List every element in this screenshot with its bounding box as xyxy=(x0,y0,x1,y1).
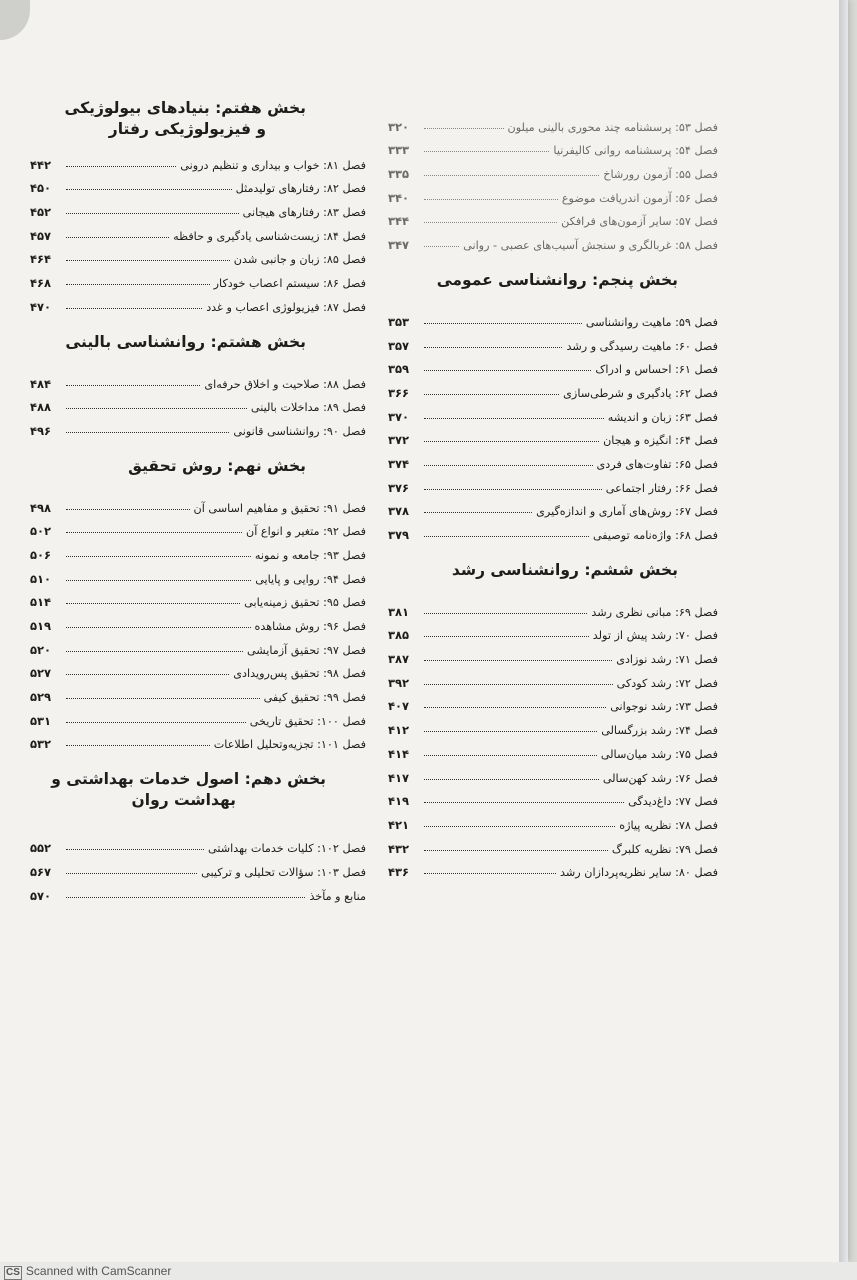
toc-entry-label: فصل ۶۴: انگیزه و هیجان xyxy=(603,434,718,448)
toc-entry xyxy=(30,680,366,704)
dot-leader xyxy=(66,650,243,652)
scanner-footer-text: Scanned with CamScanner xyxy=(25,1264,172,1278)
toc-entry-label: فصل ۶۵: تفاوت‌های فردی xyxy=(596,457,718,471)
toc-entry xyxy=(30,657,366,681)
toc-entry-page: ۴۱۷ xyxy=(388,770,410,785)
toc-entry-label: فصل ۸۰: سایر نظریه‌پردازان رشد xyxy=(560,866,718,880)
dot-leader xyxy=(66,896,305,898)
toc-entry-page: ۴۲۱ xyxy=(388,817,410,832)
dot-leader xyxy=(424,801,624,803)
toc-entry-page: ۴۵۰ xyxy=(30,181,52,196)
toc-entry-page: ۴۸۴ xyxy=(30,376,52,391)
toc-entry-label: فصل ۹۵: تحقیق زمینه‌یابی xyxy=(244,596,366,610)
toc-entry xyxy=(30,266,366,290)
toc-entry-label: فصل ۶۰: ماهیت رسیدگی و رشد xyxy=(566,339,718,353)
toc-entry-page: ۴۳۲ xyxy=(388,841,410,856)
dot-leader xyxy=(424,198,558,200)
dot-leader xyxy=(424,778,599,780)
toc-left-column xyxy=(30,98,366,903)
toc-entry-label: فصل ۷۳: رشد نوجوانی xyxy=(610,700,718,714)
toc-entry xyxy=(30,609,366,633)
toc-entry-label: فصل ۷۹: نظریه کلبرگ xyxy=(611,842,718,856)
toc-entry-page: ۵۰۶ xyxy=(30,547,52,562)
toc-entry-page: ۴۷۰ xyxy=(30,299,52,314)
toc-entry xyxy=(30,704,366,728)
toc-entry xyxy=(30,855,366,879)
toc-entry xyxy=(388,305,718,329)
toc-entry xyxy=(388,424,718,448)
toc-entry xyxy=(30,562,366,586)
toc-entry-label: فصل ۷۴: رشد بزرگسالی xyxy=(601,724,718,738)
toc-entry xyxy=(388,228,718,252)
toc-entry xyxy=(30,538,366,562)
toc-entry-page: ۳۷۶ xyxy=(388,480,410,495)
toc-entry-label: فصل ۶۹: مبانی نظری رشد xyxy=(591,605,718,619)
dot-leader xyxy=(66,165,176,167)
scanner-footer xyxy=(0,1262,857,1280)
toc-entry-label: فصل ۶۱: احساس و ادراک xyxy=(595,363,718,377)
section-title-10-line1: بخش دهم: اصول خدمات بهداشتی و xyxy=(51,770,326,789)
toc-entry xyxy=(388,619,718,643)
toc-entry-label: فصل ۸۶: سیستم اعصاب خودکار xyxy=(213,277,366,291)
dot-leader xyxy=(66,188,232,190)
toc-entry-label: فصل ۵۹: ماهیت روانشناسی xyxy=(585,315,718,329)
dot-leader xyxy=(424,635,589,637)
toc-right-column xyxy=(388,110,718,879)
toc-entry-page: ۵۱۹ xyxy=(30,619,52,633)
toc-entry xyxy=(388,690,718,714)
toc-entry-page: ۵۲۰ xyxy=(30,642,52,657)
toc-entry xyxy=(30,586,366,610)
toc-entry-page: ۳۷۰ xyxy=(388,409,410,424)
toc-entry-label: فصل ۱۰۱: تجزیه‌وتحلیل اطلاعات xyxy=(213,738,366,752)
section-title-7-line2: و فیزیولوژیکی رفتار xyxy=(108,120,266,138)
toc-entry-label: فصل ۹۸: تحقیق پس‌رویدادی xyxy=(233,667,366,681)
toc-entry-label: فصل ۵۷: سایر آزمون‌های فرافکن xyxy=(561,215,718,229)
dot-leader xyxy=(424,245,459,247)
toc-entry xyxy=(388,785,718,809)
toc-entry xyxy=(388,471,718,495)
toc-entry xyxy=(30,491,366,515)
toc-entry-label: فصل ۵۴: پرسشنامه روانی کالیفرنیا xyxy=(553,144,718,158)
dot-leader xyxy=(66,602,240,604)
dot-leader xyxy=(424,612,587,614)
toc-entry-page: ۳۸۷ xyxy=(388,652,410,667)
toc-entry-page: ۳۵۷ xyxy=(388,338,410,353)
toc-entry-page: ۵۲۷ xyxy=(30,666,52,681)
toc-entry xyxy=(388,353,718,377)
dot-leader xyxy=(424,730,597,732)
toc-entry-label: فصل ۷۷: داغ‌دیدگی xyxy=(628,795,718,809)
dot-leader xyxy=(424,706,606,708)
toc-entry-page: ۳۴۴ xyxy=(388,214,410,229)
toc-entry xyxy=(388,134,718,158)
toc-entry-label: فصل ۹۰: روانشناسی قانونی xyxy=(233,424,366,438)
toc-entry xyxy=(388,737,718,761)
toc-entry xyxy=(388,595,718,619)
toc-entry-label: فصل ۹۶: روش مشاهده xyxy=(254,620,366,633)
toc-entry xyxy=(388,495,718,519)
dot-leader xyxy=(66,872,197,874)
toc-entry-page: ۴۹۶ xyxy=(30,423,52,438)
toc-entry xyxy=(30,879,366,903)
camscanner-logo: CS xyxy=(6,1267,20,1278)
dot-leader xyxy=(66,259,230,261)
section-title-9: بخش نهم: روش تحقیق xyxy=(128,456,306,475)
toc-entry xyxy=(388,761,718,785)
toc-entry-page: ۵۷۰ xyxy=(30,888,52,903)
toc-entry-label: فصل ۶۳: زبان و اندیشه xyxy=(607,410,718,424)
dot-leader xyxy=(424,825,615,827)
toc-entry xyxy=(30,290,366,314)
toc-entry-page: ۵۲۹ xyxy=(30,690,52,705)
toc-entry-page: ۳۸۵ xyxy=(388,628,410,643)
toc-entry-label: فصل ۸۵: زبان و جانبی شدن xyxy=(233,253,366,267)
dot-leader xyxy=(66,407,247,409)
toc-entry-label: فصل ۹۷: تحقیق آزمایشی xyxy=(246,643,366,657)
toc-entry-page: ۵۱۴ xyxy=(30,595,52,610)
dot-leader xyxy=(424,464,593,466)
section-title-6: بخش ششم: روانشناسی رشد xyxy=(451,561,678,579)
toc-entry-page: ۵۳۱ xyxy=(30,713,52,728)
toc-entry-label: فصل ۹۳: جامعه و نمونه xyxy=(254,548,366,562)
section-title-10-line2: بهداشت روان xyxy=(131,791,236,810)
toc-entry-page: ۳۷۸ xyxy=(388,504,410,519)
dot-leader xyxy=(66,673,229,675)
toc-entry-page: ۴۰۷ xyxy=(388,699,410,714)
toc-entry-page: ۴۱۲ xyxy=(388,723,410,738)
toc-entry-label: فصل ۱۰۲: کلیات خدمات بهداشتی xyxy=(208,842,366,856)
toc-entry xyxy=(30,728,366,752)
toc-entry xyxy=(388,832,718,856)
dot-leader xyxy=(424,872,556,874)
section-5-entries xyxy=(388,305,718,542)
toc-entry-page: ۴۵۲ xyxy=(30,205,52,220)
toc-entry-label: فصل ۶۸: واژه‌نامه توصیفی xyxy=(592,529,718,542)
toc-entry-page: ۳۳۵ xyxy=(388,167,410,182)
toc-entry-page: ۳۵۹ xyxy=(388,362,410,377)
dot-leader xyxy=(66,236,169,238)
toc-entry-label: فصل ۵۸: غربالگری و سنجش آسیب‌های عصبی - روانی xyxy=(463,239,718,253)
toc-entry xyxy=(30,633,366,657)
dot-leader xyxy=(66,307,202,309)
toc-entry xyxy=(30,414,366,438)
toc-entry xyxy=(30,148,366,172)
toc-entry-page: ۳۹۲ xyxy=(388,675,410,690)
dot-leader xyxy=(424,346,562,348)
toc-entry xyxy=(388,856,718,880)
dot-leader xyxy=(424,369,591,371)
toc-entry xyxy=(30,515,366,539)
dot-leader xyxy=(66,579,251,581)
dot-leader xyxy=(66,744,210,746)
dot-leader xyxy=(424,221,557,223)
toc-entry-page: ۴۶۸ xyxy=(30,276,52,291)
toc-entry-label: فصل ۶۷: روش‌های آماری و اندازه‌گیری xyxy=(536,505,718,519)
toc-entry-page: ۳۴۷ xyxy=(388,238,410,253)
toc-entry-label: فصل ۸۸: صلاحیت و اخلاق حرفه‌ای xyxy=(204,377,366,391)
toc-top-entries xyxy=(388,110,718,252)
toc-entry-label: فصل ۷۱: رشد نوزادی xyxy=(616,653,718,667)
toc-entry xyxy=(30,195,366,219)
toc-entry-page: ۳۶۶ xyxy=(388,385,410,400)
toc-entry-page: ۴۹۸ xyxy=(30,500,52,515)
section-9-entries xyxy=(30,491,366,752)
dot-leader xyxy=(424,417,604,419)
toc-entry-page: ۴۳۶ xyxy=(388,865,410,880)
toc-entry-page: ۳۲۰ xyxy=(388,119,410,134)
toc-entry-page: ۵۶۷ xyxy=(30,864,52,879)
toc-entry-label: فصل ۷۸: نظریه پیاژه xyxy=(619,818,718,832)
toc-entry xyxy=(388,642,718,666)
section-10-entries xyxy=(30,831,366,902)
toc-entry xyxy=(30,367,366,391)
toc-entry-page: ۴۴۲ xyxy=(30,157,52,172)
dot-leader xyxy=(66,697,260,699)
toc-entry-page: ۵۳۲ xyxy=(30,737,52,752)
toc-entry-page: ۴۱۹ xyxy=(388,794,410,809)
toc-entry xyxy=(30,172,366,196)
dot-leader xyxy=(66,212,239,214)
toc-entry xyxy=(388,181,718,205)
toc-entry-label: فصل ۸۷: فیزیولوژی اعصاب و غدد xyxy=(206,300,366,314)
toc-entry xyxy=(30,391,366,415)
toc-entry-page: ۳۸۱ xyxy=(388,604,410,619)
toc-entry-page: ۳۳۳ xyxy=(388,143,410,158)
dot-leader xyxy=(66,283,210,285)
toc-entry xyxy=(388,376,718,400)
toc-entry-label: فصل ۸۹: مداخلات بالینی xyxy=(250,401,366,415)
toc-entry xyxy=(388,157,718,181)
dot-leader xyxy=(424,683,613,685)
toc-entry-page: ۳۷۹ xyxy=(388,528,410,542)
toc-entry-label: فصل ۵۳: پرسشنامه چند محوری بالینی میلون xyxy=(507,120,718,134)
toc-entry xyxy=(388,518,718,542)
toc-entry-label: فصل ۸۲: رفتارهای تولیدمثل xyxy=(235,182,366,196)
toc-entry-label: فصل ۷۲: رشد کودکی xyxy=(616,676,718,690)
toc-entry-label: فصل ۹۹: تحقیق کیفی xyxy=(263,691,366,705)
dot-leader xyxy=(66,721,246,723)
toc-entry xyxy=(388,666,718,690)
toc-entry-page: ۳۷۲ xyxy=(388,433,410,448)
toc-entry xyxy=(388,110,718,134)
toc-entry xyxy=(388,713,718,737)
toc-entry-label: فصل ۷۰: رشد پیش از تولد xyxy=(592,629,718,643)
toc-entry-label: فصل ۱۰۰: تحقیق تاریخی xyxy=(249,714,366,728)
toc-entry-label: فصل ۶۲: یادگیری و شرطی‌سازی xyxy=(563,386,718,400)
toc-entry-label: فصل ۱۰۳: سؤالات تحلیلی و ترکیبی xyxy=(201,865,366,879)
section-6-entries xyxy=(388,595,718,879)
toc-entry-page: ۴۸۸ xyxy=(30,400,52,415)
toc-entry-label: فصل ۷۶: رشد کهن‌سالی xyxy=(602,771,718,785)
toc-entry-label: فصل ۹۲: متغیر و انواع آن xyxy=(246,525,366,539)
dot-leader xyxy=(66,508,190,510)
toc-entry-label: منابع و مآخذ xyxy=(309,889,366,903)
toc-entry-label: فصل ۹۱: تحقیق و مفاهیم اساسی آن xyxy=(193,501,366,515)
toc-entry-page: ۴۵۷ xyxy=(30,228,52,243)
section-7-entries xyxy=(30,148,366,314)
dot-leader xyxy=(424,511,532,513)
dot-leader xyxy=(66,626,251,628)
dot-leader xyxy=(424,488,602,490)
dot-leader xyxy=(424,659,612,661)
toc-entry-label: فصل ۸۴: زیست‌شناسی یادگیری و حافظه xyxy=(173,229,366,243)
section-title-5: بخش پنجم: روانشناسی عمومی xyxy=(436,271,678,290)
dot-leader xyxy=(424,322,582,324)
dot-leader xyxy=(424,440,599,442)
toc-entry-label: فصل ۷۵: رشد میان‌سالی xyxy=(600,747,718,761)
section-8-entries xyxy=(30,367,366,438)
toc-entry-page: ۳۵۳ xyxy=(388,314,410,329)
toc-entry-label: فصل ۵۵: آزمون رورشاخ xyxy=(603,168,718,182)
toc-entry-label: فصل ۵۶: آزمون اندریافت موضوع xyxy=(561,191,718,205)
dot-leader xyxy=(66,555,251,557)
dot-leader xyxy=(66,384,200,386)
dot-leader xyxy=(424,127,504,129)
toc-entry-label: فصل ۸۳: رفتارهای هیجانی xyxy=(242,206,366,220)
dot-leader xyxy=(424,393,559,395)
dot-leader xyxy=(66,848,204,850)
dot-leader xyxy=(424,535,589,537)
toc-entry-label: فصل ۹۴: روایی و پایایی xyxy=(255,572,366,586)
toc-entry-page: ۵۰۲ xyxy=(30,524,52,539)
toc-entry-page: ۳۷۴ xyxy=(388,456,410,471)
toc-entry xyxy=(30,219,366,243)
toc-entry-page: ۵۵۲ xyxy=(30,841,52,856)
page-edge xyxy=(839,0,848,1262)
toc-entry-page: ۴۶۴ xyxy=(30,252,52,267)
toc-entry-page: ۴۱۴ xyxy=(388,746,410,761)
toc-entry xyxy=(388,205,718,229)
toc-entry xyxy=(30,243,366,267)
dot-leader xyxy=(424,849,608,851)
toc-entry xyxy=(30,831,366,855)
toc-entry-label: فصل ۸۱: خواب و بیداری و تنظیم درونی xyxy=(180,158,366,172)
dot-leader xyxy=(424,174,599,176)
toc-entry xyxy=(388,447,718,471)
toc-entry xyxy=(388,329,718,353)
toc-entry-label: فصل ۶۶: رفتار اجتماعی xyxy=(605,481,718,495)
dot-leader xyxy=(424,754,597,756)
toc-entry xyxy=(388,808,718,832)
section-title-7-line1: بخش هفتم: بنیادهای بیولوژیکی xyxy=(64,99,306,117)
toc-entry-page: ۵۱۰ xyxy=(30,571,52,586)
dot-leader xyxy=(424,150,549,152)
page-corner xyxy=(0,0,30,40)
section-title-8: بخش هشتم: روانشناسی بالینی xyxy=(65,332,306,351)
dot-leader xyxy=(66,431,229,433)
dot-leader xyxy=(66,531,242,533)
toc-entry-page: ۳۴۰ xyxy=(388,190,410,205)
toc-entry xyxy=(388,400,718,424)
